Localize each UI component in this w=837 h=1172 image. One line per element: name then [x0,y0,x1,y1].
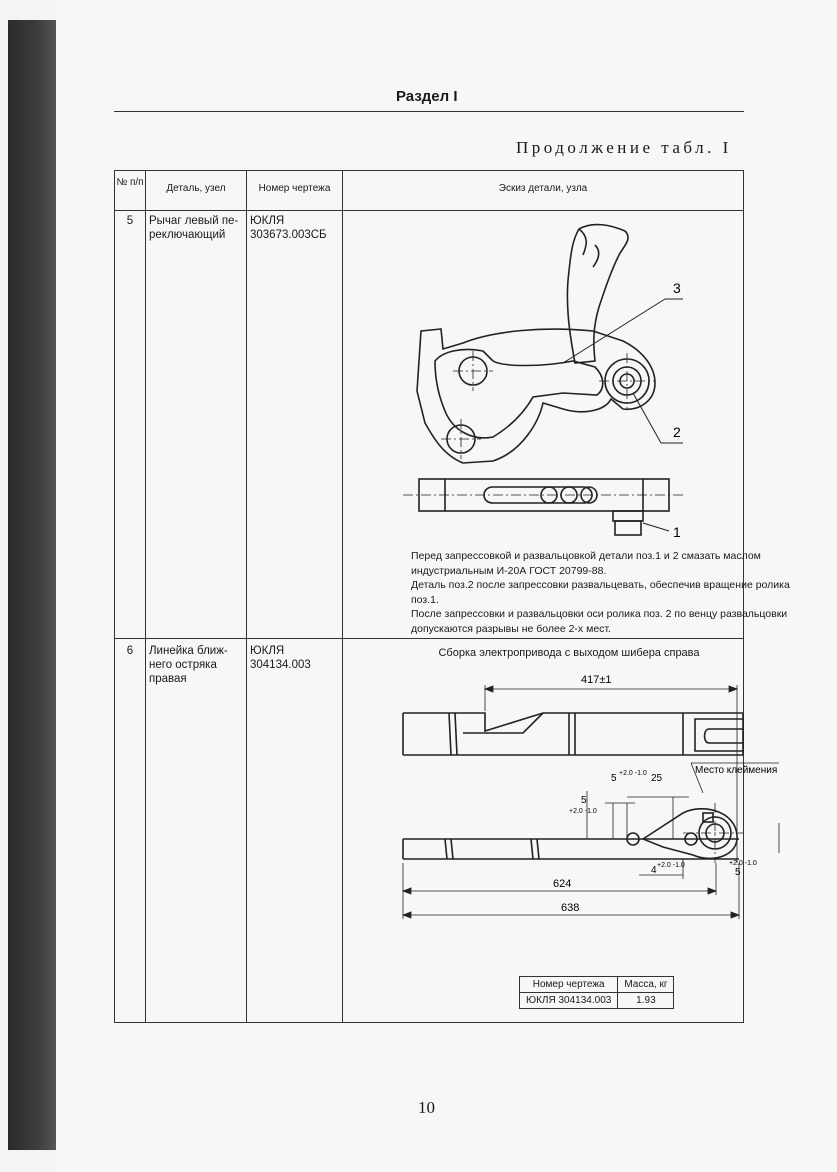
parts-table [114,170,790,1023]
section-title: Раздел I [396,88,458,105]
note-line: После запрессовки и развальцовки оси ролика поз. 2 по венцу развальцовки допускаются разрывы не более 2-х мест. [411,608,788,635]
row6-num: 6 [126,645,134,657]
dim-624: 624 [553,878,572,890]
header-rule [114,111,744,112]
dim-4-tol: +2.0 -1.0 [657,862,685,869]
note-line: Деталь поз.2 после запрессовки развальцевать, обеспечив вращение ролика поз.1. [411,579,790,606]
dim-5-top-tol: +2.0 -1.0 [619,770,647,777]
row5-drawing: ЮКЛЯ 303673.003СБ [250,215,327,241]
callout-1: 1 [673,524,681,540]
mark-label: Место клеймения [695,765,778,776]
row6-part: Линейка ближ-него остряка правая [149,645,228,685]
note-line: Перед запрессовкой и развальцовкой детали поз.1 и 2 смазать маслом индустриальным И-20А ГОСТ 20799-88. [411,550,761,577]
dim-5-right-tol: +2.0 -1.0 [729,860,757,867]
document-page [56,0,837,1172]
row-divider [115,638,743,639]
mass-table-mass: 1.93 [618,993,674,1009]
dim-5-vertical-tol: +2.0 -1.0 [569,808,597,815]
dim-5-vertical: 5 [581,795,587,806]
row5-notes [411,549,791,636]
page-number: 10 [418,1098,435,1117]
header-part: Деталь, узел [166,183,226,194]
dim-5-right: 5 [735,867,741,878]
continuation-label: Продолжение табл. I [516,138,732,157]
dim-417: 417±1 [581,674,612,686]
scan-edge [8,20,56,1150]
row5-num: 5 [126,215,134,227]
mass-table [519,976,674,1009]
header-num: № п/п [116,177,144,188]
rail-sketch [343,663,778,953]
callout-2: 2 [673,424,681,440]
dim-5-top: 5 [611,773,617,784]
row6-sketch-title: Сборка электропривода с выходом шибера справа [438,647,700,659]
col-divider [246,171,247,1022]
dim-638: 638 [561,902,580,914]
header-drawing: Номер чертежа [258,183,331,194]
header-sketch: Эскиз детали, узла [498,183,588,194]
row5-part: Рычаг левый пе-реключающий [149,215,239,241]
dim-4: 4 [651,865,657,876]
col-divider [145,171,146,1022]
dim-25: 25 [651,773,663,784]
callout-3: 3 [673,280,681,296]
mass-table-drawing: ЮКЛЯ 304134.003 [520,993,618,1009]
mass-table-header-mass: Масса, кг [618,977,674,993]
mass-table-header-drawing: Номер чертежа [520,977,618,993]
lever-sketch [343,211,743,541]
row6-drawing: ЮКЛЯ 304134.003 [250,645,311,671]
